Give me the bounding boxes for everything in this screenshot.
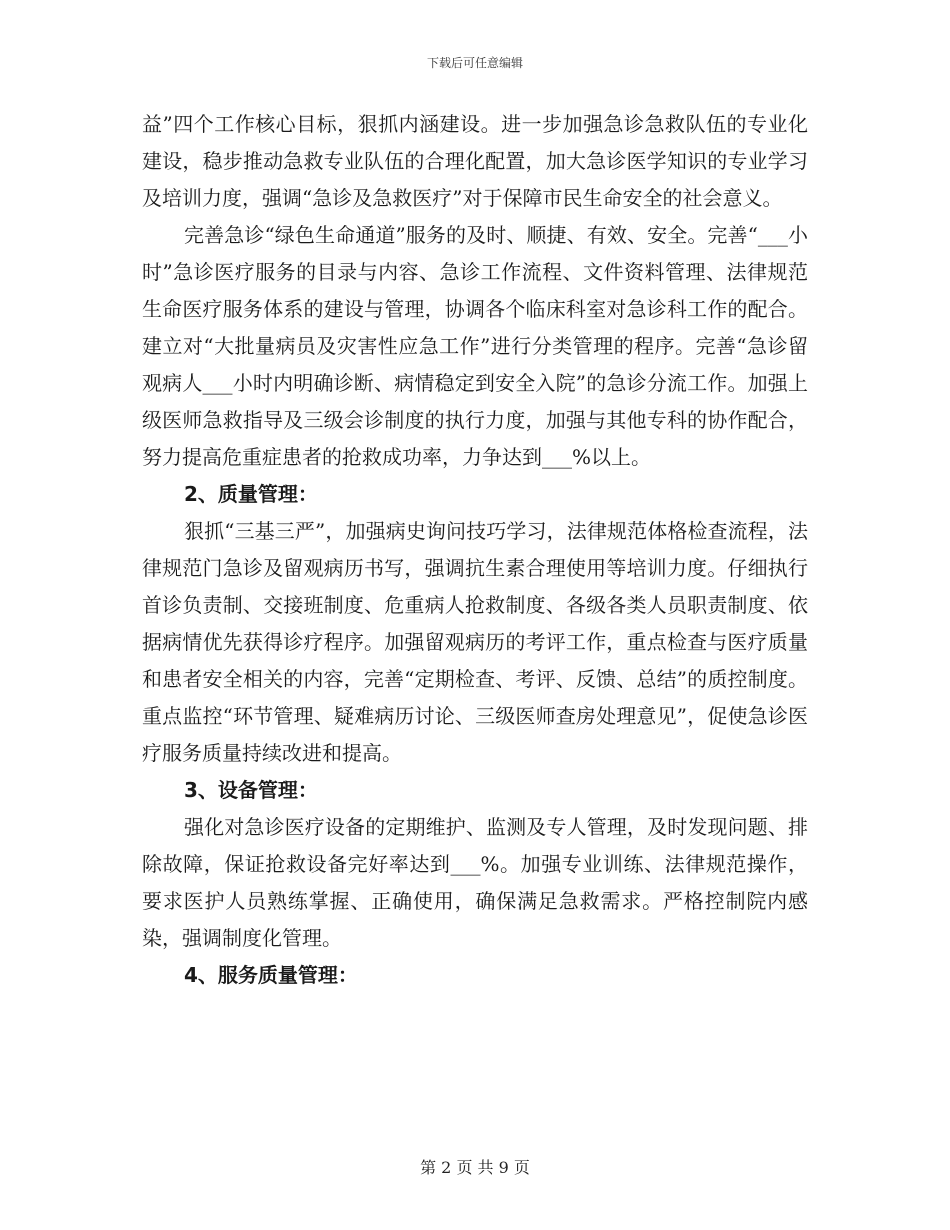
section-heading-quality: 2、质量管理： [184, 482, 318, 506]
document-body [142, 106, 808, 994]
section-heading-equipment: 3、设备管理： [184, 778, 318, 802]
page-header: 下载后可任意编辑 [426, 56, 523, 70]
paragraph-core-goals: 益”四个工作核心目标，狠抓内涵建设。进一步加强急诊急救队伍的专业化建设，稳步推动急救专业队伍的合理化配置，加大急诊医学知识的专业学习及培训力度，强调“急诊及急救医疗”对于保障市民生命安全的社会意义。 [142, 112, 808, 210]
paragraph-equipment-management: 强化对急诊医疗设备的定期维护、监测及专人管理，及时发现问题、排除故障，保证抢救设备完好率达到___%。加强专业训练、法律规范操作，要求医护人员熟练掌握、正确使用，确保满足急救需求。严格控制院内感染，强调制度化管理。 [142, 815, 808, 950]
paragraph-green-channel: 完善急诊“绿色生命通道”服务的及时、顺捷、有效、安全。完善“___小时”急诊医疗服务的目录与内容、急诊工作流程、文件资料管理、法律规范生命医疗服务体系的建设与管理，协调各个临床科室对急诊科工作的配合。建立对“大批量病员及灾害性应急工作”进行分类管理的程序。完善“急诊留观病人___小时内明确诊断、病情稳定到安全入院”的急诊分流工作。加强上级医师急救指导及三级会诊制度的执行力度，加强与其他专科的协作配合，努力提高危重症患者的抢救成功率，力争达到___%以上。 [142, 223, 808, 469]
paragraph-quality-management: 狠抓“三基三严”，加强病史询问技巧学习，法律规范体格检查流程，法律规范门急诊及留观病历书写，强调抗生素合理使用等培训力度。仔细执行首诊负责制、交接班制度、危重病人抢救制度、各级各类人员职责制度、依据病情优先获得诊疗程序。加强留观病历的考评工作，重点检查与医疗质量和患者安全相关的内容，完善“定期检查、考评、反馈、总结”的质控制度。重点监控“环节管理、疑难病历讨论、三级医师查房处理意见”，促使急诊医疗服务质量持续改进和提高。 [142, 519, 808, 765]
section-heading-service: 4、服务质量管理： [184, 963, 358, 987]
page-number: 第 2 页 共 9 页 [420, 1158, 530, 1177]
